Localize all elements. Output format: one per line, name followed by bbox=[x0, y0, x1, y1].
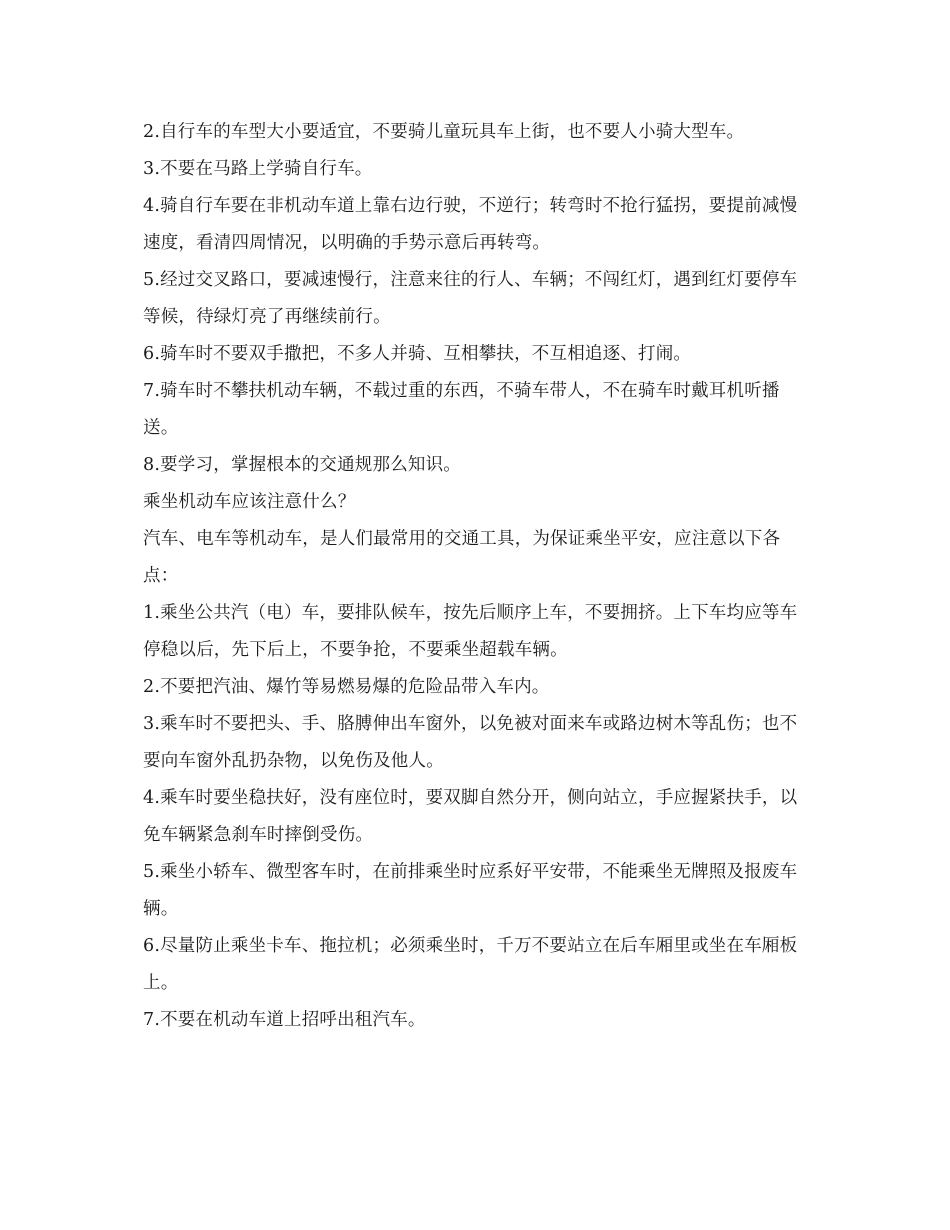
paragraph-keep-right: 4.骑自行车要在非机动车道上靠右边行驶，不逆行；转弯时不抢行猛拐，要提前减慢速度，看清四周情况，以明确的手势示意后再转弯。 bbox=[143, 196, 798, 253]
paragraph-queue-boarding: 1.乘坐公共汽（电）车，要排队候车，按先后顺序上车，不要拥挤。上下车均应等车停稳以后，先下后上，不要争抢，不要乘坐超载车辆。 bbox=[143, 603, 798, 660]
paragraph-bike-size: 2.自行车的车型大小要适宜，不要骑儿童玩具车上街，也不要人小骑大型车。 bbox=[143, 122, 745, 142]
paragraph-seatbelt: 5.乘坐小轿车、微型客车时，在前排乘坐时应系好平安带，不能乘坐无牌照及报废车辆。 bbox=[143, 862, 798, 919]
paragraph-no-dangerous-goods: 2.不要把汽油、爆竹等易燃易爆的危险品带入车内。 bbox=[143, 677, 550, 697]
paragraph-hold-handrail: 4.乘车时要坐稳扶好，没有座位时，要双脚自然分开，侧向站立，手应握紧扶手，以免车辆紧急刹车时摔倒受伤。 bbox=[143, 788, 798, 845]
paragraph-intersection: 5.经过交叉路口，要减速慢行，注意来往的行人、车辆；不闯红灯，遇到红灯要停车等候，待绿灯亮了再继续前行。 bbox=[143, 270, 798, 327]
paragraph-vehicle-intro: 汽车、电车等机动车，是人们最常用的交通工具，为保证乘坐平安，应注意以下各点： bbox=[143, 529, 781, 586]
paragraph-no-hands-off: 6.骑车时不要双手撒把，不多人并骑、互相攀扶，不互相追逐、打闹。 bbox=[143, 344, 692, 364]
paragraph-taxi: 7.不要在机动车道上招呼出租汽车。 bbox=[143, 1010, 426, 1030]
document-body bbox=[143, 114, 807, 1039]
paragraph-no-hitching: 7.骑车时不攀扶机动车辆，不载过重的东西，不骑车带人，不在骑车时戴耳机听播送。 bbox=[143, 381, 780, 438]
paragraph-no-learning-on-road: 3.不要在马路上学骑自行车。 bbox=[143, 159, 373, 179]
paragraph-no-head-out-window: 3.乘车时不要把头、手、胳膊伸出车窗外，以免被对面来车或路边树木等乱伤；也不要向车窗外乱扔杂物，以免伤及他人。 bbox=[143, 714, 798, 771]
paragraph-avoid-trucks: 6.尽量防止乘坐卡车、拖拉机；必须乘坐时，千万不要站立在后车厢里或坐在车厢板上。 bbox=[143, 936, 798, 993]
section-heading-riding-vehicles: 乘坐机动车应该注意什么？ bbox=[143, 492, 356, 512]
paragraph-learn-rules: 8.要学习，掌握根本的交通规那么知识。 bbox=[143, 455, 461, 475]
